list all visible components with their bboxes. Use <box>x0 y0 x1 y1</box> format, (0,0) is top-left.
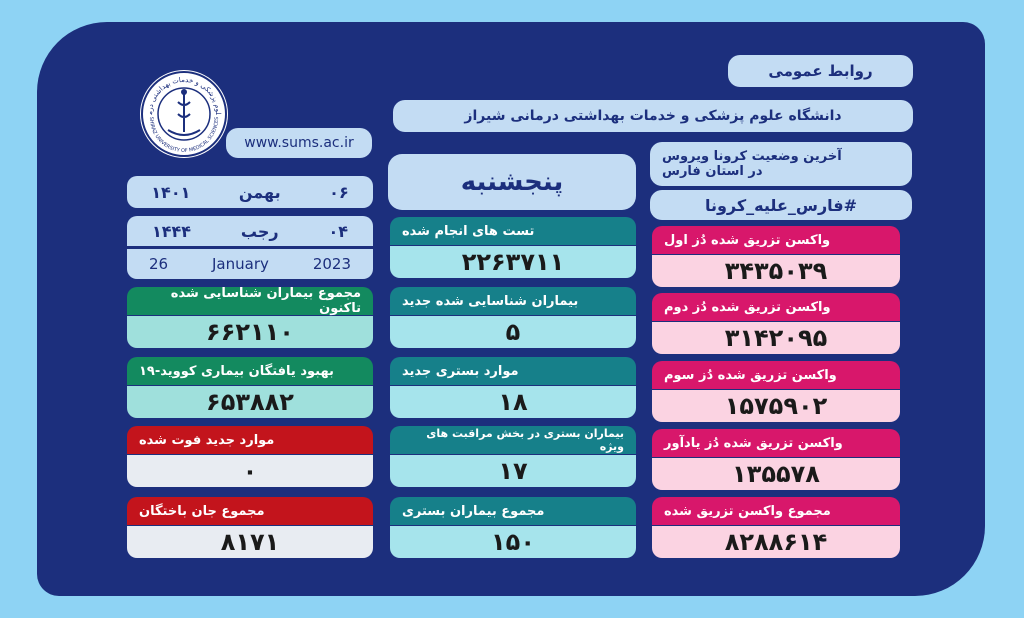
tests-header <box>390 217 636 245</box>
booster-value: ۱۳۵۵۷۸ <box>732 460 820 488</box>
tests-label: تست های انجام شده <box>402 223 535 239</box>
dose2-value: ۳۱۴۲۰۹۵ <box>724 324 828 352</box>
total-hospitalized-label: مجموع بیماران بستری <box>402 503 545 519</box>
booster-header <box>652 429 900 457</box>
lunar-day: ۰۴ <box>328 221 349 241</box>
total-cases-value-box <box>127 316 373 348</box>
new-hospitalized-value-box <box>390 386 636 418</box>
icu-value-box <box>390 455 636 487</box>
recovered-value-box <box>127 386 373 418</box>
new-hospitalized-label: موارد بستری جدید <box>402 363 519 379</box>
total-cases-header <box>127 287 373 315</box>
tests-value-box <box>390 246 636 278</box>
gregorian-date <box>127 249 373 279</box>
gregorian-year: 2023 <box>312 255 351 273</box>
new-deaths-header <box>127 426 373 454</box>
dose3-value-box <box>652 390 900 422</box>
university-banner <box>393 100 913 132</box>
dose3-header <box>652 361 900 389</box>
icu-header <box>390 426 636 454</box>
solar-year: ۱۴۰۱ <box>151 182 191 202</box>
new-cases-header <box>390 287 636 315</box>
university-logo <box>138 68 230 160</box>
website-link[interactable]: www.sums.ac.ir <box>244 135 354 151</box>
total-hospitalized-value-box <box>390 526 636 558</box>
total-cases-value: ۶۶۲۱۱۰ <box>206 318 294 346</box>
new-cases-label: بیماران شناسایی شده جدید <box>402 293 579 309</box>
new-deaths-value-box <box>127 455 373 487</box>
new-cases-value-box <box>390 316 636 348</box>
recovered-label: بهبود یافتگان بیماری کووید-۱۹ <box>139 363 334 379</box>
total-vaccine-value: ۸۲۸۸۶۱۴ <box>724 528 828 556</box>
dose3-value: ۱۵۷۵۹۰۲ <box>724 392 828 420</box>
website-pill[interactable] <box>226 128 372 158</box>
solar-day: ۰۶ <box>329 182 349 202</box>
status-title-line1: آخرین وضعیت کرونا ویروس <box>662 149 842 164</box>
university-name: دانشگاه علوم پزشکی و خدمات بهداشتی درمانی شیراز <box>464 108 842 124</box>
hashtag-text: #فارس_علیه_کرونا <box>704 195 858 215</box>
new-cases-value: ۵ <box>505 318 521 346</box>
total-vaccine-label: مجموع واکسن تزریق شده <box>664 503 831 519</box>
icu-value: ۱۷ <box>498 457 528 485</box>
status-title-box <box>650 142 912 186</box>
tests-value: ۲۲۶۳۷۱۱ <box>461 248 565 276</box>
total-deaths-label: مجموع جان باختگان <box>139 503 265 519</box>
new-deaths-value: ۰ <box>242 457 258 485</box>
dose3-label: واکسن تزریق شده دُز سوم <box>664 367 837 383</box>
lunar-month: رجب <box>240 221 279 241</box>
booster-value-box <box>652 458 900 490</box>
total-deaths-header <box>127 497 373 525</box>
total-deaths-value: ۸۱۷۱ <box>220 528 280 556</box>
gregorian-day: 26 <box>148 255 169 273</box>
dose2-header <box>652 293 900 321</box>
weekday-label: پنجشنبه <box>460 167 564 197</box>
dose1-label: واکسن تزریق شده دُز اول <box>664 232 831 248</box>
weekday-box <box>388 154 636 210</box>
solar-date <box>127 176 373 208</box>
lunar-date <box>127 216 373 246</box>
logo-persian-text: لوم پزشکی و خدمات بهداشتی درم <box>145 75 223 115</box>
dose1-header <box>652 226 900 254</box>
icu-label: بیماران بستری در بخش مراقبت های ویژه <box>426 427 624 453</box>
total-hospitalized-header <box>390 497 636 525</box>
total-vaccine-value-box <box>652 526 900 558</box>
public-relations-label: روابط عمومی <box>768 62 873 80</box>
booster-label: واکسن تزریق شده دُز یادآور <box>664 435 843 451</box>
new-hospitalized-header <box>390 357 636 385</box>
total-hospitalized-value: ۱۵۰ <box>491 528 535 556</box>
recovered-value: ۶۵۳۸۸۲ <box>206 388 294 416</box>
total-vaccine-header <box>652 497 900 525</box>
solar-month: بهمن <box>238 182 281 202</box>
new-hospitalized-value: ۱۸ <box>498 388 528 416</box>
new-deaths-label: موارد جدید فوت شده <box>139 432 275 448</box>
gregorian-month: January <box>212 255 269 273</box>
lunar-year: ۱۴۴۴ <box>151 221 192 241</box>
total-deaths-value-box <box>127 526 373 558</box>
dose1-value: ۳۴۳۵۰۳۹ <box>724 257 828 285</box>
dose2-value-box <box>652 322 900 354</box>
public-relations-banner <box>728 55 913 87</box>
status-title-line2: در استان فارس <box>662 164 763 179</box>
hashtag-box <box>650 190 912 220</box>
dose1-value-box <box>652 255 900 287</box>
dose2-label: واکسن تزریق شده دُز دوم <box>664 299 831 315</box>
total-cases-label: مجموع بیماران شناسایی شده تاکنون <box>170 286 361 316</box>
recovered-header <box>127 357 373 385</box>
logo-english-text: SHIRAZ UNIVERSITY OF MEDICAL SCIENCES <box>147 116 221 155</box>
